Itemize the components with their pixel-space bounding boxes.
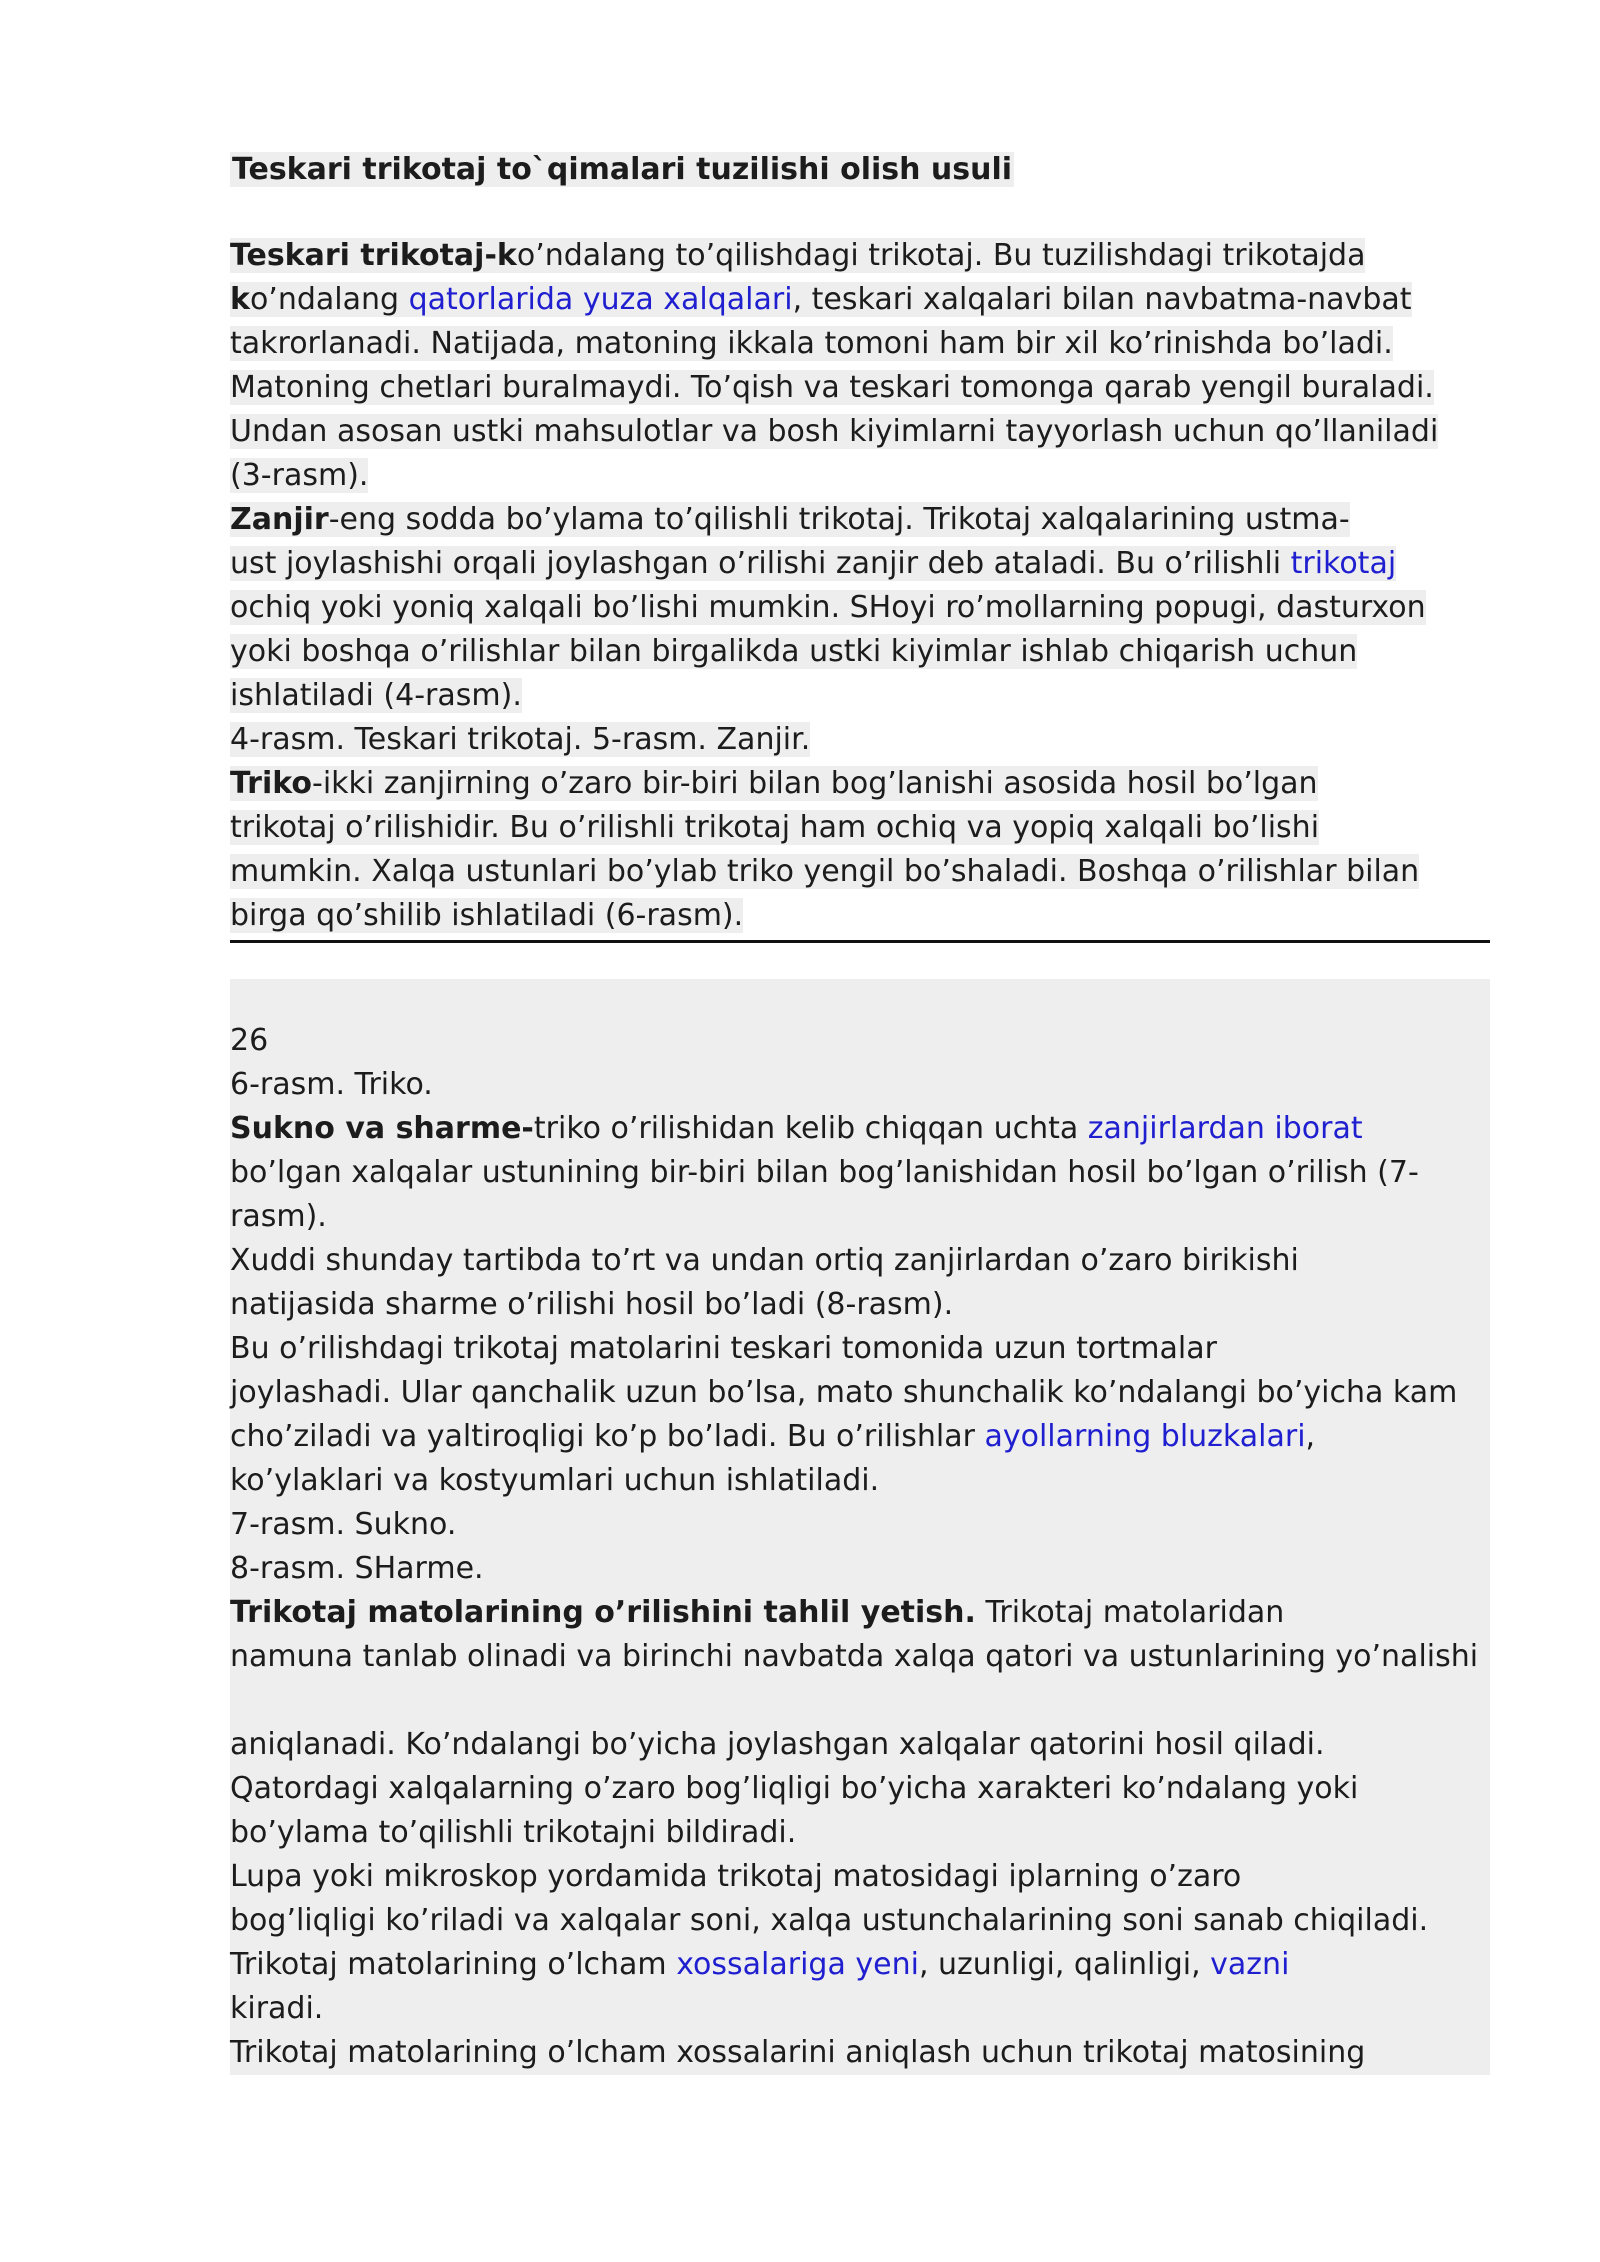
text-line (230, 1459, 1490, 1503)
text-line-content (230, 766, 1318, 801)
text-run: cho’ziladi va yaltiroqligi ko’p bo’ladi. Bu o’rilishlar (230, 1419, 985, 1454)
text-line-content (230, 1243, 1299, 1278)
text-line (230, 586, 1490, 630)
text-run: triko o’rilishidan kelib chiqqan uchta (533, 1111, 1088, 1146)
text-run: rasm). (230, 1199, 327, 1234)
text-run: takrorlanadi. Natijada, matoning ikkala tomoni ham bir xil ko’rinishda bo’ladi. (230, 326, 1393, 361)
bold-term: Teskari trikotaj-k (230, 238, 517, 273)
text-line (230, 498, 1490, 542)
text-run: bo’ylama to’qilishli trikotajni bildiradi. (230, 1815, 797, 1850)
text-run: -eng sodda bo’ylama to’qilishli trikotaj. Trikotaj xalqalarining ustma- (328, 502, 1350, 537)
text-line (230, 278, 1490, 322)
text-line (230, 2031, 1490, 2075)
text-line-content (230, 1331, 1217, 1366)
text-run: , (1305, 1419, 1316, 1454)
text-line-content (230, 1727, 1325, 1762)
text-run: , uzunligi, qalinligi, (918, 1947, 1211, 1982)
text-line-content (230, 1375, 1457, 1410)
text-run: joylashadi. Ular qanchalik uzun bo’lsa, mato shunchalik ko’ndalangi bo’yicha kam (230, 1375, 1458, 1410)
text-line (230, 1107, 1490, 1151)
text-run: 7-rasm. Sukno. (230, 1507, 457, 1542)
text-run: Xuddi shunday tartibda to’rt va undan ortiq zanjirlardan o’zaro birikishi (230, 1243, 1299, 1278)
text-line (230, 542, 1490, 586)
hyperlink[interactable]: ayollarning bluzkalari (984, 1419, 1306, 1454)
text-line-content (230, 1859, 1241, 1894)
text-line-content (230, 2035, 1365, 2070)
text-line-content (230, 1287, 953, 1322)
hyperlink[interactable]: xossalariga yeni (676, 1947, 919, 1982)
bold-term: k (230, 282, 250, 317)
text-run: 6-rasm. Triko. (230, 1067, 433, 1102)
hyperlink[interactable]: qatorlarida yuza xalqalari (408, 282, 793, 317)
text-line-content (230, 1595, 1284, 1630)
lower-text-section (230, 979, 1490, 2075)
text-line-content (230, 326, 1393, 361)
text-line (230, 1239, 1490, 1283)
text-line-content (230, 1991, 323, 2026)
text-line-content (230, 634, 1357, 669)
text-line-content (230, 1639, 1478, 1674)
text-line-content (230, 370, 1434, 405)
text-line-content (230, 590, 1426, 625)
text-run: ishlatiladi (4-rasm). (230, 678, 522, 713)
text-line-content (230, 238, 1365, 273)
text-line-content (230, 810, 1319, 845)
document-page (230, 146, 1490, 2075)
text-line-content (230, 1463, 879, 1498)
hyperlink[interactable]: vazni (1210, 1947, 1290, 1982)
text-line-content (230, 1551, 484, 1586)
text-run: Trikotaj matolaridan (975, 1595, 1285, 1630)
text-run: (3-rasm). (230, 458, 369, 493)
text-line (230, 1371, 1490, 1415)
text-line (230, 1987, 1490, 2031)
text-line-content (230, 1111, 1363, 1146)
text-run: 8-rasm. SHarme. (230, 1551, 484, 1586)
text-run: birga qo’shilib ishlatiladi (6-rasm). (230, 898, 744, 933)
text-line (230, 322, 1490, 366)
text-run: ko’ylaklari va kostyumlari uchun ishlatiladi. (230, 1463, 880, 1498)
text-line (230, 1767, 1490, 1811)
page-break-rule (230, 940, 1490, 943)
text-line (230, 762, 1490, 806)
text-line (230, 1943, 1490, 1987)
text-line-content (230, 1023, 268, 1058)
document-title (230, 146, 1490, 194)
text-line-content (230, 282, 1412, 317)
text-line-content (230, 458, 368, 493)
text-run: Trikotaj matolarining o’lcham (230, 1947, 677, 1982)
text-line (230, 1591, 1490, 1635)
text-run: Matoning chetlari buralmaydi. To’qish va teskari tomonga qarab yengil buraladi. (230, 370, 1434, 405)
text-line (230, 1503, 1490, 1547)
text-line (230, 410, 1490, 454)
bold-term: Trikotaj matolarining o’rilishini tahlil yetish. (230, 1595, 976, 1630)
text-run: bog’liqligi ko’riladi va xalqalar soni, xalqa ustunchalarining soni sanab chiqiladi. (230, 1903, 1429, 1938)
text-line (230, 1547, 1490, 1591)
text-line (230, 894, 1490, 938)
text-line-content (230, 1155, 1419, 1190)
text-run: Trikotaj matolarining o’lcham xossalarini aniqlash uchun trikotaj matosining (230, 2035, 1366, 2070)
text-line (230, 718, 1490, 762)
text-run: trikotaj o’rilishidir. Bu o’rilishli trikotaj ham ochiq va yopiq xalqali bo’lishi (230, 810, 1320, 845)
text-line (230, 1899, 1490, 1943)
text-line (230, 1855, 1490, 1899)
text-line-content (230, 546, 1396, 581)
text-run: ust joylashishi orqali joylashgan o’rilishi zanjir deb ataladi. Bu o’rilishli (230, 546, 1291, 581)
text-run: kiradi. (230, 1991, 324, 2026)
text-line (230, 1327, 1490, 1371)
text-run: 4-rasm. Teskari trikotaj. 5-rasm. Zanjir. (230, 722, 811, 757)
text-line (230, 1635, 1490, 1679)
text-run: Undan asosan ustki mahsulotlar va bosh kiyimlarni tayyorlash uchun qo’llaniladi (230, 414, 1439, 449)
text-line-content (230, 1199, 327, 1234)
text-run: , teskari xalqalari bilan navbatma-navbat (792, 282, 1412, 317)
text-line (230, 850, 1490, 894)
text-run: 26 (230, 1023, 269, 1058)
text-line (230, 366, 1490, 410)
text-line-content (230, 1771, 1358, 1806)
text-line-content (230, 1815, 796, 1850)
text-line (230, 1063, 1490, 1107)
text-line (230, 1679, 1490, 1723)
text-run: mumkin. Xalqa ustunlari bo’ylab triko yengil bo’shaladi. Boshqa o’rilishlar bilan (230, 854, 1420, 889)
text-line (230, 630, 1490, 674)
text-run: namuna tanlab olinadi va birinchi navbatda xalqa qatori va ustunlarining yo’nalishi (230, 1639, 1479, 1674)
text-line (230, 1151, 1490, 1195)
hyperlink[interactable]: trikotaj (1290, 546, 1397, 581)
text-run: ochiq yoki yoniq xalqali bo’lishi mumkin. SHoyi ro’mollarning popugi, dasturxon (230, 590, 1426, 625)
text-run: -ikki zanjirning o’zaro bir-biri bilan bog’lanishi asosida hosil bo’lgan (312, 766, 1318, 801)
text-run: natijasida sharme o’rilishi hosil bo’ladi (8-rasm). (230, 1287, 954, 1322)
text-run: Qatordagi xalqalarning o’zaro bog’liqligi bo’yicha xarakteri ko’ndalang yoki (230, 1771, 1359, 1806)
upper-text-section (230, 234, 1490, 938)
text-line-content (230, 502, 1350, 537)
text-line-content (230, 1947, 1289, 1982)
text-line-content (230, 722, 810, 757)
text-line (230, 674, 1490, 718)
hyperlink[interactable]: zanjirlardan iborat (1087, 1111, 1363, 1146)
text-line (230, 1283, 1490, 1327)
text-line-content (230, 414, 1438, 449)
document-title-text: Teskari trikotaj to`qimalari tuzilishi olish usuli (232, 152, 1013, 187)
text-line-content (230, 854, 1419, 889)
text-line (230, 1723, 1490, 1767)
bold-term: Zanjir (230, 502, 329, 537)
text-run: Bu o’rilishdagi trikotaj matolarini teskari tomonida uzun tortmalar (230, 1331, 1217, 1366)
text-run: o’ndalang to’qilishdagi trikotaj. Bu tuzilishdagi trikotajda (516, 238, 1366, 273)
text-run: bo’lgan xalqalar ustunining bir-biri bilan bog’lanishidan hosil bo’lgan o’rilish (7- (230, 1155, 1419, 1190)
text-line-content (230, 898, 743, 933)
text-line (230, 1415, 1490, 1459)
text-line-content (230, 678, 522, 713)
text-line (230, 1811, 1490, 1855)
text-line (230, 806, 1490, 850)
text-line (230, 234, 1490, 278)
text-line-content (230, 1067, 433, 1102)
bold-term: Sukno va sharme- (230, 1111, 534, 1146)
text-line (230, 1195, 1490, 1239)
text-run: o’ndalang (249, 282, 409, 317)
text-line-content (230, 1419, 1315, 1454)
text-line-content (230, 1507, 456, 1542)
text-run: yoki boshqa o’rilishlar bilan birgalikda ustki kiyimlar ishlab chiqarish uchun (230, 634, 1358, 669)
text-line (230, 1019, 1490, 1063)
bold-term: Triko (230, 766, 313, 801)
text-line-content (230, 1903, 1428, 1938)
text-line (230, 454, 1490, 498)
text-run: Lupa yoki mikroskop yordamida trikotaj matosidagi iplarning o’zaro (230, 1859, 1242, 1894)
text-run: aniqlanadi. Ko’ndalangi bo’yicha joylashgan xalqalar qatorini hosil qiladi. (230, 1727, 1325, 1762)
